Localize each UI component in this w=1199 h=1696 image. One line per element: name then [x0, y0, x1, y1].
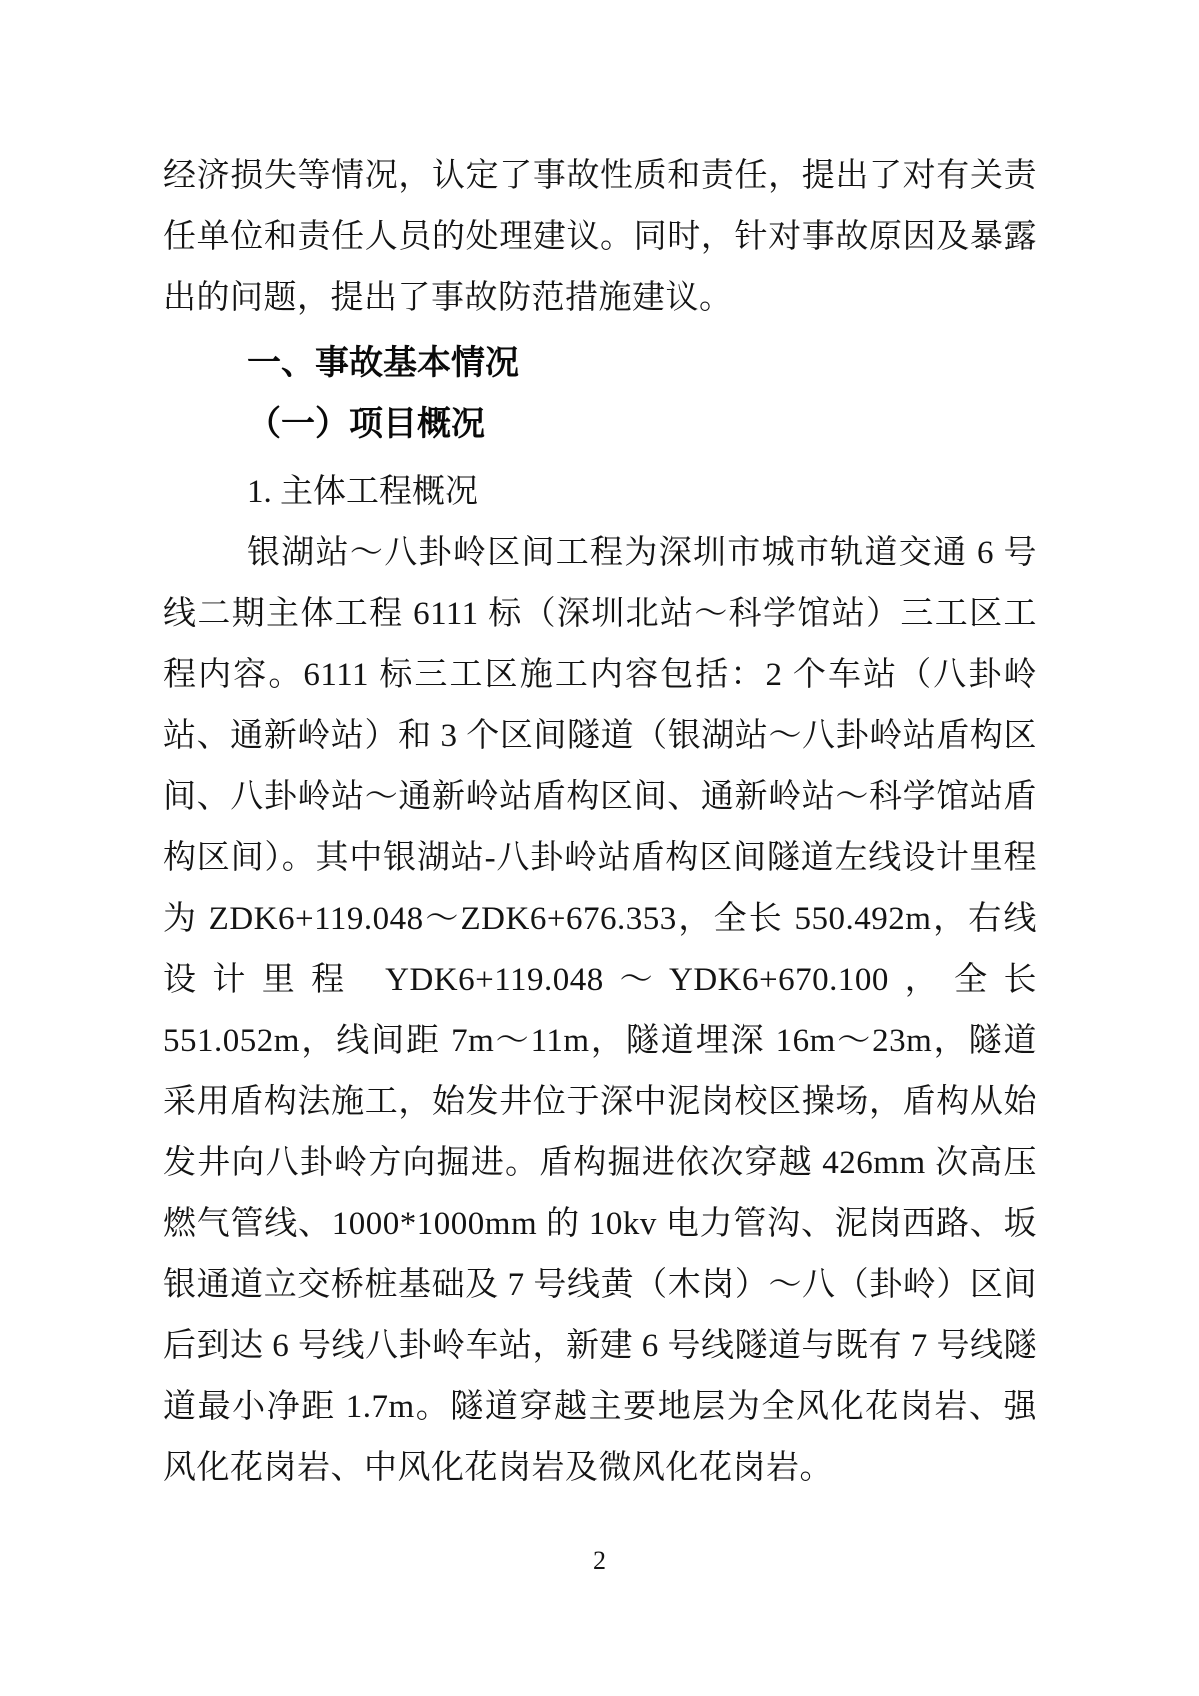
subsection-heading-project-overview: （一）项目概况 [247, 406, 485, 443]
section-heading-accident-basic-info: 一、事故基本情况 [247, 344, 519, 382]
paragraph-project-description: 银湖站～八卦岭区间工程为深圳市城市轨道交通 6 号线二期主体工程 6111 标（深圳北站～科学馆站）三工区工程内容。6111 标三工区施工内容包括：2 个车站（八卦岭站、通新岭站）和 3 个区间隧道（银湖站～八卦岭站盾构区间、八卦岭站～通新岭站盾构区间、通新岭站～科学馆站盾构区间）。其中银湖站-八卦岭站盾构区间隧道左线设计里程为 ZDK6+119.048～ZDK6+676.353，全长 550.492m，右线设计里程 YDK6+119.048～YDK6+670.100，全长 551.052m，线间距 7m～11m，隧道埋深 16m～23m，隧道采用盾构法施工，始发井位于深中泥岗校区操场，盾构从始发井向八卦岭方向掘进。盾构掘进依次穿越 426mm 次高压燃气管线、1000*1000mm 的 10kv 电力管沟、泥岗西路、坂银通道立交桥桩基础及 7 号线黄（木岗）～八（卦岭）区间后到达 6 号线八卦岭车站，新建 6 号线隧道与既有 7 号线隧道最小净距 1.7m。隧道穿越主要地层为全风化花岗岩、强风化花岗岩、中风化花岗岩及微风化花岗岩。 [163, 535, 1037, 1486]
item-heading-main-works-overview: 1. 主体工程概况 [247, 474, 478, 510]
page-content [163, 146, 1037, 1499]
paragraph-continuation: 经济损失等情况，认定了事故性质和责任，提出了对有关责任单位和责任人员的处理建议。同时，针对事故原因及暴露出的问题，提出了事故防范措施建议。 [163, 158, 1037, 316]
page-number: 2 [593, 1546, 606, 1575]
